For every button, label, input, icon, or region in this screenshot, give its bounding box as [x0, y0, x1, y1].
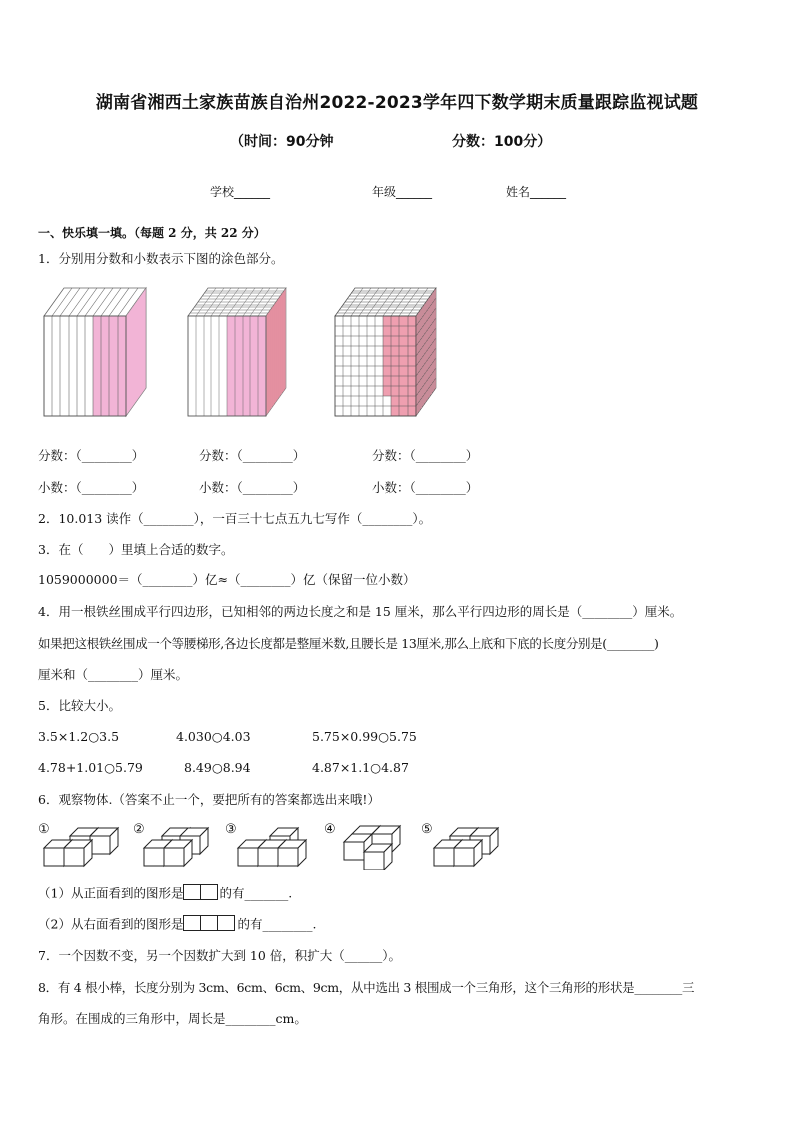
exam-time: （时间：90分钟 — [230, 134, 334, 150]
question-2: 2．10.013 读作（________），一百三十七点五九七写作（________）。 — [38, 511, 432, 526]
question-8-line-2: 角形。在围成的三角形中，周长是________cm。 — [38, 1011, 307, 1026]
q6-2-prefix: （2）从右面看到的图形是 — [38, 916, 184, 932]
grade-field: 年级______ — [372, 185, 433, 199]
figure-number-3: ③ — [225, 822, 237, 837]
compare-item-3: 5.75×0.99○5.75 — [312, 729, 417, 744]
fraction-answer-3: 分数：（________） — [372, 448, 479, 463]
question-6: 6．观察物体.（答案不止一个，要把所有的答案都选出来哦!） — [38, 792, 380, 807]
q6-cube-figures — [40, 824, 500, 870]
front-view-shape — [183, 884, 219, 904]
q1-figures — [38, 282, 458, 422]
compare-item-2: 4.030○4.03 — [176, 729, 251, 744]
cube-figure-2 — [144, 828, 208, 866]
figure-grid-cube — [335, 288, 436, 416]
q6-1-suffix: 的有_______. — [219, 885, 293, 901]
cube-figure-4 — [344, 826, 400, 870]
figure-number-1: ① — [38, 822, 50, 837]
exam-score: 分数：100分） — [452, 134, 552, 150]
decimal-answer-1: 小数：（________） — [38, 480, 145, 495]
decimal-answer-2: 小数：（________） — [199, 480, 306, 495]
compare-item-1: 3.5×1.2○3.5 — [38, 729, 120, 744]
compare-item-6: 4.87×1.1○4.87 — [312, 760, 409, 775]
name-field: 姓名______ — [506, 185, 567, 199]
question-4-line-3: 厘米和（________）厘米。 — [38, 667, 189, 682]
right-view-shape — [183, 915, 237, 935]
question-3-expression: 1059000000＝（________）亿≈（________）亿（保留一位小数） — [38, 572, 416, 587]
figure-strips — [44, 288, 146, 416]
question-8-line-1: 8．有 4 根小棒，长度分别为 3cm、6cm、6cm、9cm，从中选出 3 根围成一个三角形，这个三角形的形状是________三 — [38, 980, 695, 995]
question-5: 5．比较大小。 — [38, 698, 121, 713]
fraction-answer-2: 分数：（________） — [199, 448, 306, 463]
q6-1-prefix: （1）从正面看到的图形是 — [38, 885, 184, 901]
question-4-line-1: 4．用一根铁丝围成平行四边形，已知相邻的两边长度之和是 15 厘米，那么平行四边形的周长是（________）厘米。 — [38, 604, 683, 619]
figure-number-2: ② — [133, 822, 145, 837]
cube-figure-3 — [238, 828, 306, 866]
figure-grid-strips — [188, 288, 286, 416]
figure-number-4: ④ — [324, 822, 336, 837]
cube-figure-5 — [434, 828, 498, 866]
question-7: 7．一个因数不变，另一个因数扩大到 10 倍，积扩大（______）。 — [38, 948, 402, 963]
compare-item-5: 8.49○8.94 — [184, 760, 251, 775]
school-field: 学校______ — [210, 185, 271, 199]
figure-number-5: ⑤ — [421, 822, 433, 837]
question-4-line-2: 如果把这根铁丝围成一个等腰梯形,各边长度都是整厘米数,且腰长是 13厘米,那么上底和下底的长度分别是(________) — [38, 636, 659, 651]
q6-2-suffix: 的有________. — [237, 916, 317, 932]
question-6-part-2 — [38, 915, 316, 935]
compare-item-4: 4.78+1.01○5.79 — [38, 760, 143, 775]
section-heading: 一、快乐填一填。（每题 2 分，共 22 分） — [38, 226, 266, 240]
question-6-part-1 — [38, 884, 292, 904]
decimal-answer-3: 小数：（________） — [372, 480, 479, 495]
fraction-answer-1: 分数：（________） — [38, 448, 145, 463]
question-3: 3．在（ ）里填上合适的数字。 — [38, 542, 234, 557]
question-1: 1．分别用分数和小数表示下图的涂色部分。 — [38, 251, 284, 266]
cube-figure-1 — [44, 828, 118, 866]
page-title: 湖南省湘西土家族苗族自治州2022-2023学年四下数学期末质量跟踪监视试题 — [95, 93, 699, 113]
